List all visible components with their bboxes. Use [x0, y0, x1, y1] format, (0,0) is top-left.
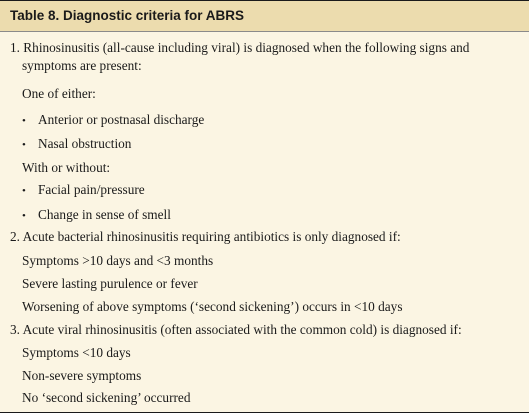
criterion-row: Severe lasting purulence or fever — [22, 276, 198, 291]
list-item — [22, 180, 145, 201]
criterion-row: Non-severe symptoms — [22, 368, 142, 383]
list-item — [22, 134, 131, 155]
bullet-icon: • — [22, 210, 26, 222]
item-1-line-2: symptoms are present: — [22, 58, 142, 73]
list-item-label: Nasal obstruction — [38, 136, 132, 151]
list-item — [22, 205, 171, 226]
bullet-icon: • — [22, 115, 26, 127]
bullet-icon: • — [22, 139, 26, 151]
criterion-row: Symptoms <10 days — [22, 345, 131, 360]
table-title: Table 8. Diagnostic criteria for ABRS — [0, 1, 529, 32]
criterion-row: Worsening of above symptoms (‘second sickening’) occurs in <10 days — [22, 299, 403, 314]
item-2-line-1: 2. Acute bacterial rhinosinusitis requiring antibiotics is only diagnosed if: — [10, 229, 401, 244]
criterion-row: No ‘second sickening’ occurred — [22, 390, 191, 405]
item-3-line-1: 3. Acute viral rhinosinusitis (often associated with the common cold) is diagnosed if: — [10, 322, 462, 337]
item-1-line-1: 1. Rhinosinusitis (all-cause including viral) is diagnosed when the following signs and — [10, 40, 470, 55]
group-1-label: One of either: — [22, 86, 96, 101]
list-item-label: Facial pain/pressure — [38, 182, 145, 197]
criterion-row: Symptoms >10 days and <3 months — [22, 253, 214, 268]
list-item — [22, 110, 204, 131]
list-item-label: Anterior or postnasal discharge — [38, 112, 205, 127]
group-2-label: With or without: — [22, 160, 111, 175]
list-item-label: Change in sense of smell — [38, 207, 171, 222]
bullet-icon: • — [22, 185, 26, 197]
